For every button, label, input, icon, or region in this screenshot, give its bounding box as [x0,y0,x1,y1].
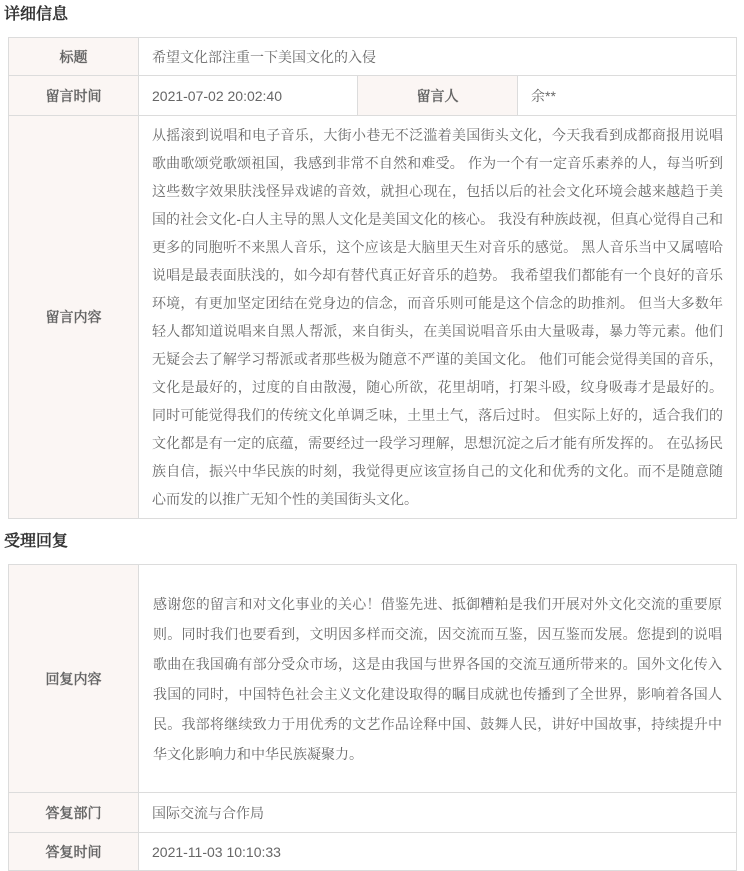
title-value: 希望文化部注重一下美国文化的入侵 [139,38,737,76]
detail-section-heading: 详细信息 [4,6,69,23]
table-row [9,793,737,833]
title-label: 标题 [9,38,139,76]
message-person-label: 留言人 [358,76,518,116]
message-time-label: 留言时间 [9,76,139,116]
reply-content-label: 回复内容 [9,565,139,793]
message-person-value: 余** [518,76,737,116]
table-row [9,38,737,76]
reply-table [8,564,737,871]
reply-content-value: 感谢您的留言和对文化事业的关心！借鉴先进、抵御糟粕是我们开展对外文化交流的重要原则。同时我们也要看到，文明因多样而交流，因交流而互鉴，因互鉴而发展。您提到的说唱歌曲在我国确有部分受众市场，这是由我国与世界各国的交流互通所带来的。国外文化传入我国的同时，中国特色社会主义文化建设取得的瞩目成就也传播到了全世界，影响着各国人民。我部将继续致力于用优秀的文艺作品诠释中国、鼓舞人民，讲好中国故事，持续提升中华文化影响力和中华民族凝聚力。 [139,565,737,793]
message-time-value: 2021-07-02 20:02:40 [139,76,358,116]
message-content-label: 留言内容 [9,116,139,519]
detail-table [8,37,737,519]
reply-time-value: 2021-11-03 10:10:33 [139,833,737,871]
table-row [9,116,737,519]
message-content-value: 从摇滚到说唱和电子音乐，大街小巷无不泛滥着美国街头文化，今天我看到成都商报用说唱歌曲歌颂党歌颂祖国，我感到非常不自然和难受。 作为一个有一定音乐素养的人，每当听到这些数字效果肤浅怪异戏谑的音效，就担心现在，包括以后的社会文化环境会越来越趋于美国的社会文化-白人主导的黑人文化是美国文化的核心。 我没有种族歧视，但真心觉得自己和更多的同胞听不来黑人音乐，这个应该是大脑里天生对音乐的感觉。 黑人音乐当中又属嘻哈说唱是最表面肤浅的，如今却有替代真正好音乐的趋势。 我希望我们都能有一个良好的音乐环境，有更加坚定团结在党身边的信念，而音乐则可能是这个信念的助推剂。 但当大多数年轻人都知道说唱来自黑人帮派，来自街头，在美国说唱音乐由大量吸毒，暴力等元素。他们无疑会去了解学习帮派或者那些极为随意不严谨的美国文化。 他们可能会觉得美国的音乐，文化是最好的，过度的自由散漫，随心所欲，花里胡哨，打架斗殴，纹身吸毒才是最好的。同时可能觉得我们的传统文化单调乏味，土里土气，落后过时。 但实际上好的，适合我们的文化都是有一定的底蕴，需要经过一段学习理解，思想沉淀之后才能有所发挥的。 在弘扬民族自信，振兴中华民族的时刻，我觉得更应该宣扬自己的文化和优秀的文化。而不是随意随心而发的以推广无知个性的美国街头文化。 [139,116,737,519]
reply-department-label: 答复部门 [9,793,139,833]
reply-department-value: 国际交流与合作局 [139,793,737,833]
table-row [9,833,737,871]
table-row [9,76,737,116]
reply-time-label: 答复时间 [9,833,139,871]
reply-section-heading: 受理回复 [4,533,69,550]
table-row [9,565,737,793]
